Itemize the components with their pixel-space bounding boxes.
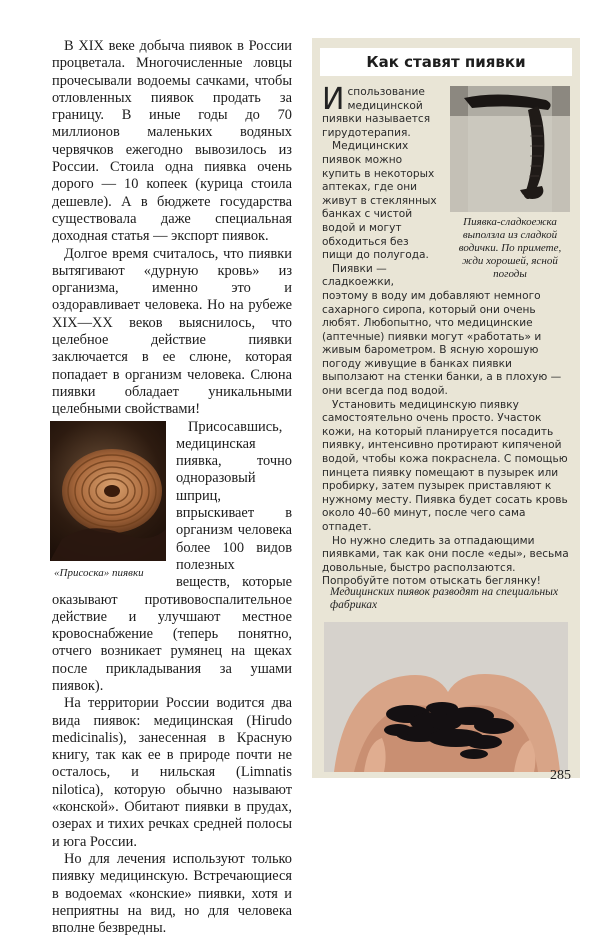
- sweet-leech-caption: Пиявка-сладкоежка выползла из сладкой водички. По примете, жди хорошей, ясной погоды: [458, 216, 562, 280]
- hands-with-leeches-photo: [324, 622, 568, 772]
- sidebar-paragraph-2: Медицинских пиявок можно купить в некоторых аптеках, где они живут в стеклянных банках с чистой водой и могут обходиться без пищи до полугода.: [322, 140, 437, 262]
- main-text-column: [52, 38, 292, 937]
- leech-sucker-photo: [50, 421, 166, 561]
- sidebar-box: [312, 38, 580, 778]
- sucker-figure: [50, 421, 168, 580]
- sidebar-paragraph-4: Установить медицинскую пиявку самостоятельно очень просто. Участок кожи, на который планируется посадить пиявку, интенсивно протирают кипяченой водой, чтобы кожа покраснела. С помощью пинцета пиявку помещают в пузырек или пробирку, затем пузырек приставляют к нужному месту. Пиявка будет сосать кровь около 40–60 минут, после чего сама отпадет.: [322, 398, 568, 533]
- sweet-leech-figure: [450, 86, 570, 281]
- sweet-leech-photo: [450, 86, 570, 212]
- main-paragraph-1: В XIX веке добыча пиявок в России процветала. Многочисленные ловцы прочесывали водоемы сачками, чтобы отловленных пиявок продать за границу. В иные годы до 70 миллионов маленьких водяных червячков ежегодно вывозилось из России. Стоила одна пиявка очень дорого — 10 копеек (курица стоила дешевле). А в бюджете государства существовала даже специальная доходная статья — экспорт пиявок.: [52, 38, 292, 245]
- hands-caption: Медицинских пиявок разводят на специальных фабриках: [330, 586, 559, 611]
- sidebar-paragraph-5: Но нужно следить за отпадающими пиявками, так как они после «еды», весьма довольные, быстро расползаются. Попробуйте потом отыскать беглянку!: [322, 534, 569, 588]
- main-paragraph-3: Присосавшись, медицинская пиявка, точно одноразовый шприц, впрыскивает в организм человека более 100 видов полезных веществ, которые оказывают противовоспалительное действие и улучшают местное кровоснабжение (теперь понятно, отчего возникает румянец на щеках после прикладывания за ушами пиявок).: [52, 418, 292, 694]
- main-paragraph-5: Но для лечения используют только пиявку медицинскую. Встречающиеся в водоемах «конские» пиявки, хотя и неприятны на вид, но для человека вполне безвредны.: [52, 850, 292, 937]
- sidebar-paragraph-1-text: спользование медицинской пиявки называется гирудотерапия.: [322, 86, 431, 139]
- page-number: 285: [550, 768, 571, 783]
- sidebar-body: [322, 82, 570, 589]
- main-paragraph-4: На территории России водится два вида пиявок: медицинская (Hirudo medicinalis), занесенная в Красную книгу, так как ее в природе почти не осталось, и нильская (Limnatis nilotica), которую обычно называют «конской». Обитают пиявки в прудах, озерах и тихих речках средней полосы и юга России.: [52, 695, 292, 850]
- main-paragraph-2: Долгое время считалось, что пиявки вытягивают «дурную кровь» из организма, именно это и оздоравливает человека. Но на рубеже XIX—XX веков выяснилось, что целебное действие пиявки заключается в ее слюне, которая попадает в организм человека. Слюна пиявки обладает уникальными целебными свойствами!: [52, 245, 292, 418]
- sidebar-paragraph-3: Пиявки — сладкоежки, поэтому в воду им добавляют немного сахарного сиропа, который они очень любят. Любопытно, что медицинские (аптечные) пиявки могут «работать» и живым барометром. В ясную хорошую погоду живущие в банках пиявки выползают на стенки банки, а в плохую — они всегда под водой.: [322, 262, 562, 398]
- dropcap: И: [322, 82, 345, 117]
- sidebar-title: Как ставят пиявки: [320, 48, 572, 76]
- sucker-caption: «Присоска» пиявки: [54, 566, 144, 579]
